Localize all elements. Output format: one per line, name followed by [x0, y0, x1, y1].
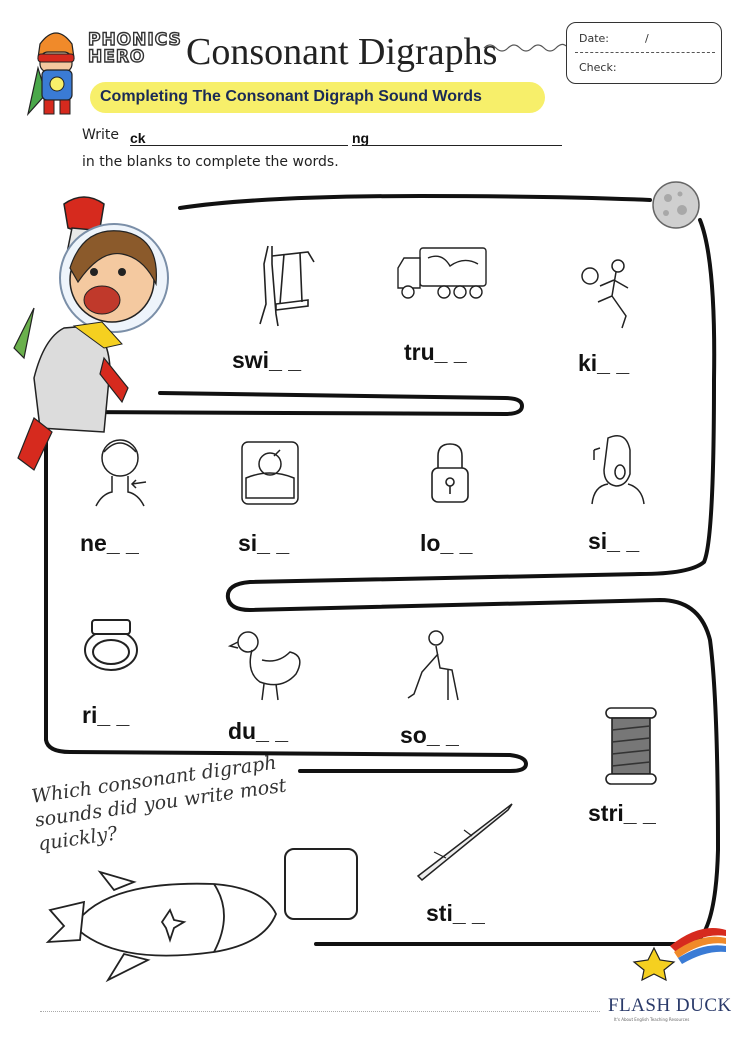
instruction-answer-ck: ck [130, 130, 146, 146]
footer-logo: FLASH DUCK [608, 995, 732, 1016]
date-label: Date: [579, 32, 609, 45]
instruction-answer-ng: ng [352, 130, 370, 146]
page-title: Consonant Digraphs [186, 31, 498, 73]
word-sing[interactable]: si_ _ [588, 528, 640, 554]
sock-icon [404, 628, 466, 704]
word-kick[interactable]: ki_ _ [578, 350, 630, 376]
ring-icon [80, 614, 142, 676]
moon-icon [650, 180, 702, 230]
swing-icon [238, 244, 324, 328]
brand-line-1: PHONICS [88, 30, 182, 50]
date-slash: / [645, 32, 649, 45]
instruction-write: Write [82, 127, 119, 143]
word-sock[interactable]: so_ _ [400, 722, 459, 748]
answer-box[interactable] [284, 848, 358, 920]
word-stick[interactable]: sti_ _ [426, 900, 485, 926]
kick-icon [578, 258, 642, 334]
word-swing[interactable]: swi_ _ [232, 347, 302, 373]
string-icon [600, 704, 662, 786]
shooting-star-icon [630, 920, 726, 980]
brand-line-2: HERO [88, 47, 146, 67]
duck-icon [226, 626, 308, 704]
word-ring[interactable]: ri_ _ [82, 702, 130, 728]
sing-icon [586, 430, 648, 504]
word-duck[interactable]: du_ _ [228, 718, 289, 744]
stick-icon [412, 800, 516, 882]
lock-icon [428, 440, 472, 506]
word-string[interactable]: stri_ _ [588, 800, 656, 826]
instruction-rest: in the blanks to complete the words. [82, 154, 339, 170]
footer-logo-tagline: It's About English Teaching Resources [614, 1017, 690, 1022]
footer-divider [40, 1011, 600, 1012]
subtitle-text: Completing The Consonant Digraph Sound Words [100, 88, 482, 105]
rocket-icon [44, 862, 280, 982]
sick-icon [238, 438, 302, 508]
word-truck[interactable]: tru_ _ [404, 339, 467, 365]
reflection-question: Which consonant digraph sounds did you write most quickly? [30, 751, 288, 856]
neck-icon [92, 432, 148, 508]
word-sick[interactable]: si_ _ [238, 530, 290, 556]
truck-icon [394, 244, 490, 302]
word-neck[interactable]: ne_ _ [80, 530, 139, 556]
check-label: Check: [579, 61, 617, 74]
word-lock[interactable]: lo_ _ [420, 530, 473, 556]
